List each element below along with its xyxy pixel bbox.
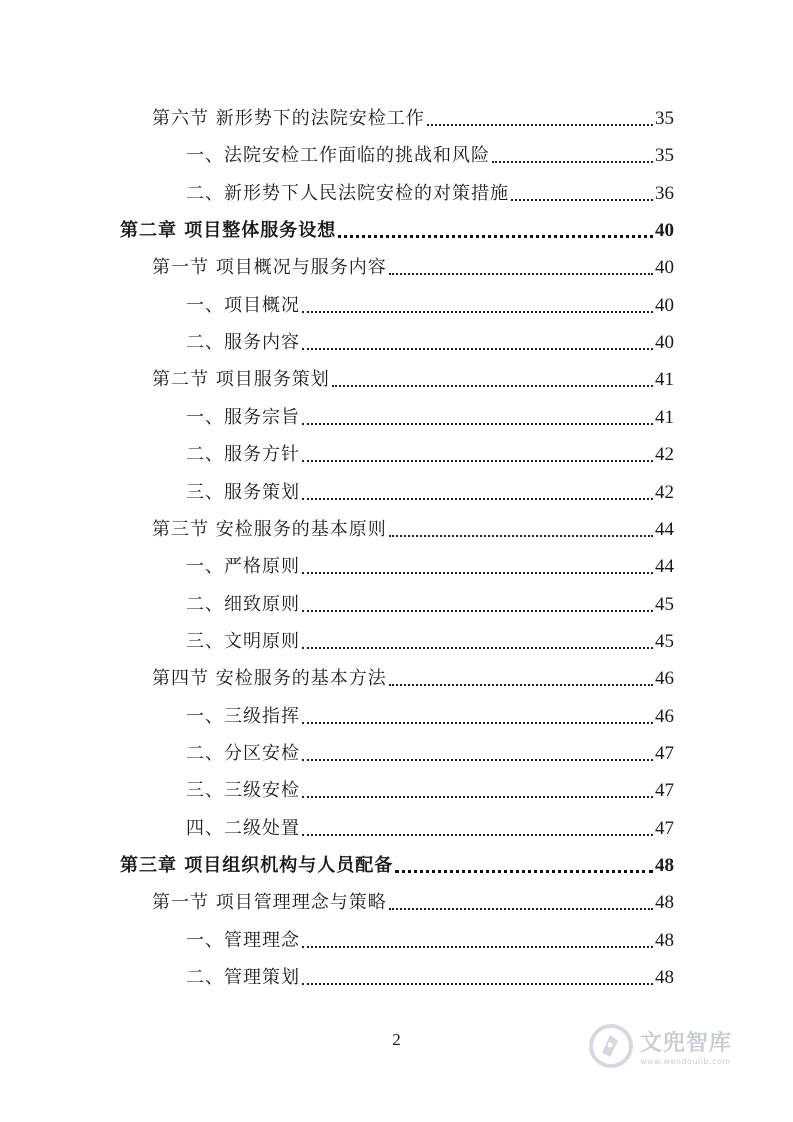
toc-entry-title: 二、服务方针 xyxy=(186,444,300,466)
toc-entry-item[interactable] xyxy=(186,480,674,506)
toc-entry-title: 一、项目概况 xyxy=(186,294,300,316)
toc-dot-leader xyxy=(302,647,653,649)
toc-entry-item[interactable] xyxy=(186,293,674,319)
toc-entry-item[interactable] xyxy=(186,330,674,356)
toc-entry-title: 三、服务策划 xyxy=(186,481,300,503)
toc-dot-leader xyxy=(302,460,653,462)
toc-entry-item[interactable] xyxy=(186,741,674,767)
pen-nib-logo-icon xyxy=(588,1023,634,1069)
toc-dot-leader xyxy=(302,946,653,948)
toc-dot-leader xyxy=(302,423,653,425)
toc-dot-leader xyxy=(302,834,653,836)
toc-entry-title: 第四节 安检服务的基本方法 xyxy=(152,668,387,690)
toc-entry-item[interactable] xyxy=(186,405,674,431)
toc-dot-leader xyxy=(302,759,653,761)
toc-entry-chapter[interactable] xyxy=(120,853,674,879)
toc-entry-title: 二、新形势下人民法院安检的对策措施 xyxy=(186,182,509,204)
watermark xyxy=(588,1018,758,1074)
toc-entry-item[interactable] xyxy=(186,778,674,804)
toc-entry-page-number: 48 xyxy=(655,855,674,876)
toc-entry-page-number: 44 xyxy=(655,518,674,540)
toc-dot-leader xyxy=(302,796,653,798)
toc-entry-page-number: 46 xyxy=(655,668,674,690)
toc-entry-page-number: 48 xyxy=(655,892,674,914)
toc-dot-leader xyxy=(389,684,653,686)
toc-entry-title: 三、文明原则 xyxy=(186,630,300,652)
toc-entry-item[interactable] xyxy=(186,554,674,580)
toc-entry-section[interactable] xyxy=(152,890,674,916)
toc-entry-page-number: 40 xyxy=(655,220,674,242)
watermark-name: 文兜智库 xyxy=(640,1031,733,1056)
toc-entry-title: 第二章 项目整体服务设想 xyxy=(120,220,337,242)
toc-entry-title: 一、管理理念 xyxy=(186,929,300,951)
toc-entry-item[interactable] xyxy=(186,629,674,655)
toc-entry-item[interactable] xyxy=(186,928,674,954)
toc-entry-item[interactable] xyxy=(186,143,674,169)
toc-entry-title: 一、法院安检工作面临的挑战和风险 xyxy=(186,145,490,167)
toc-entry-title: 一、三级指挥 xyxy=(186,705,300,727)
watermark-url: www.wendoulib.com xyxy=(640,1057,731,1066)
toc-dot-leader xyxy=(302,572,653,574)
toc-entry-item[interactable] xyxy=(186,592,674,618)
toc-entry-title: 二、管理策划 xyxy=(186,967,300,989)
toc-entry-page-number: 41 xyxy=(655,406,674,428)
toc-entry-page-number: 35 xyxy=(655,145,674,167)
toc-entry-page-number: 45 xyxy=(655,593,674,615)
toc-entry-page-number: 46 xyxy=(655,705,674,727)
toc-entry-section[interactable] xyxy=(152,106,674,132)
toc-entry-title: 四、二级处置 xyxy=(186,817,300,839)
toc-entry-title: 第一节 项目管理理念与策略 xyxy=(152,892,387,914)
toc-dot-leader xyxy=(302,311,653,313)
toc-entry-item[interactable] xyxy=(186,442,674,468)
toc-entry-page-number: 47 xyxy=(655,742,674,764)
toc-entry-page-number: 45 xyxy=(655,630,674,652)
toc-entry-page-number: 40 xyxy=(655,332,674,354)
toc-entry-page-number: 44 xyxy=(655,556,674,578)
toc-dot-leader xyxy=(332,385,653,387)
toc-entry-title: 二、细致原则 xyxy=(186,593,300,615)
toc-entry-section[interactable] xyxy=(152,255,674,281)
toc-entry-section[interactable] xyxy=(152,367,674,393)
toc-dot-leader xyxy=(302,498,653,500)
toc-entry-title: 第二节 项目服务策划 xyxy=(152,369,330,391)
toc-entry-page-number: 47 xyxy=(655,780,674,802)
toc-entry-page-number: 48 xyxy=(655,929,674,951)
toc-entry-page-number: 40 xyxy=(655,257,674,279)
toc-dot-leader xyxy=(492,161,653,163)
toc-dot-leader xyxy=(511,199,653,201)
toc-dot-leader xyxy=(302,348,653,350)
toc-entry-title: 二、服务内容 xyxy=(186,332,300,354)
toc-entry-title: 第三节 安检服务的基本原则 xyxy=(152,518,387,540)
toc-entry-page-number: 48 xyxy=(655,967,674,989)
toc-entry-item[interactable] xyxy=(186,816,674,842)
toc-entry-item[interactable] xyxy=(186,704,674,730)
toc-entry-page-number: 42 xyxy=(655,481,674,503)
toc-dot-leader xyxy=(302,610,653,612)
toc-dot-leader xyxy=(302,983,653,985)
toc-entry-page-number: 40 xyxy=(655,294,674,316)
toc-entry-page-number: 42 xyxy=(655,444,674,466)
toc-entry-title: 一、服务宗旨 xyxy=(186,406,300,428)
toc-entry-page-number: 41 xyxy=(655,369,674,391)
page-number: 2 xyxy=(392,1030,401,1049)
toc-entry-title: 一、严格原则 xyxy=(186,556,300,578)
toc-entry-title: 三、三级安检 xyxy=(186,780,300,802)
toc-entry-page-number: 35 xyxy=(655,108,674,129)
toc-entry-title: 二、分区安检 xyxy=(186,742,300,764)
toc-dot-leader xyxy=(389,535,653,537)
toc-entry-item[interactable] xyxy=(186,965,674,991)
toc-dot-leader xyxy=(389,908,653,910)
toc-dot-leader xyxy=(389,273,653,275)
toc-entry-item[interactable] xyxy=(186,181,674,207)
toc-entry-chapter[interactable] xyxy=(120,218,674,244)
toc-dot-leader xyxy=(338,235,653,238)
toc-entry-page-number: 47 xyxy=(655,817,674,839)
toc-entry-title: 第三章 项目组织机构与人员配备 xyxy=(120,855,394,876)
toc-entry-section[interactable] xyxy=(152,517,674,543)
toc-entry-title: 第六节 新形势下的法院安检工作 xyxy=(152,108,425,129)
toc-entry-section[interactable] xyxy=(152,666,674,692)
toc-dot-leader xyxy=(395,870,653,873)
toc-entry-title: 第一节 项目概况与服务内容 xyxy=(152,257,387,279)
toc-dot-leader xyxy=(427,124,653,126)
toc-entry-page-number: 36 xyxy=(655,182,674,204)
toc-dot-leader xyxy=(302,722,653,724)
